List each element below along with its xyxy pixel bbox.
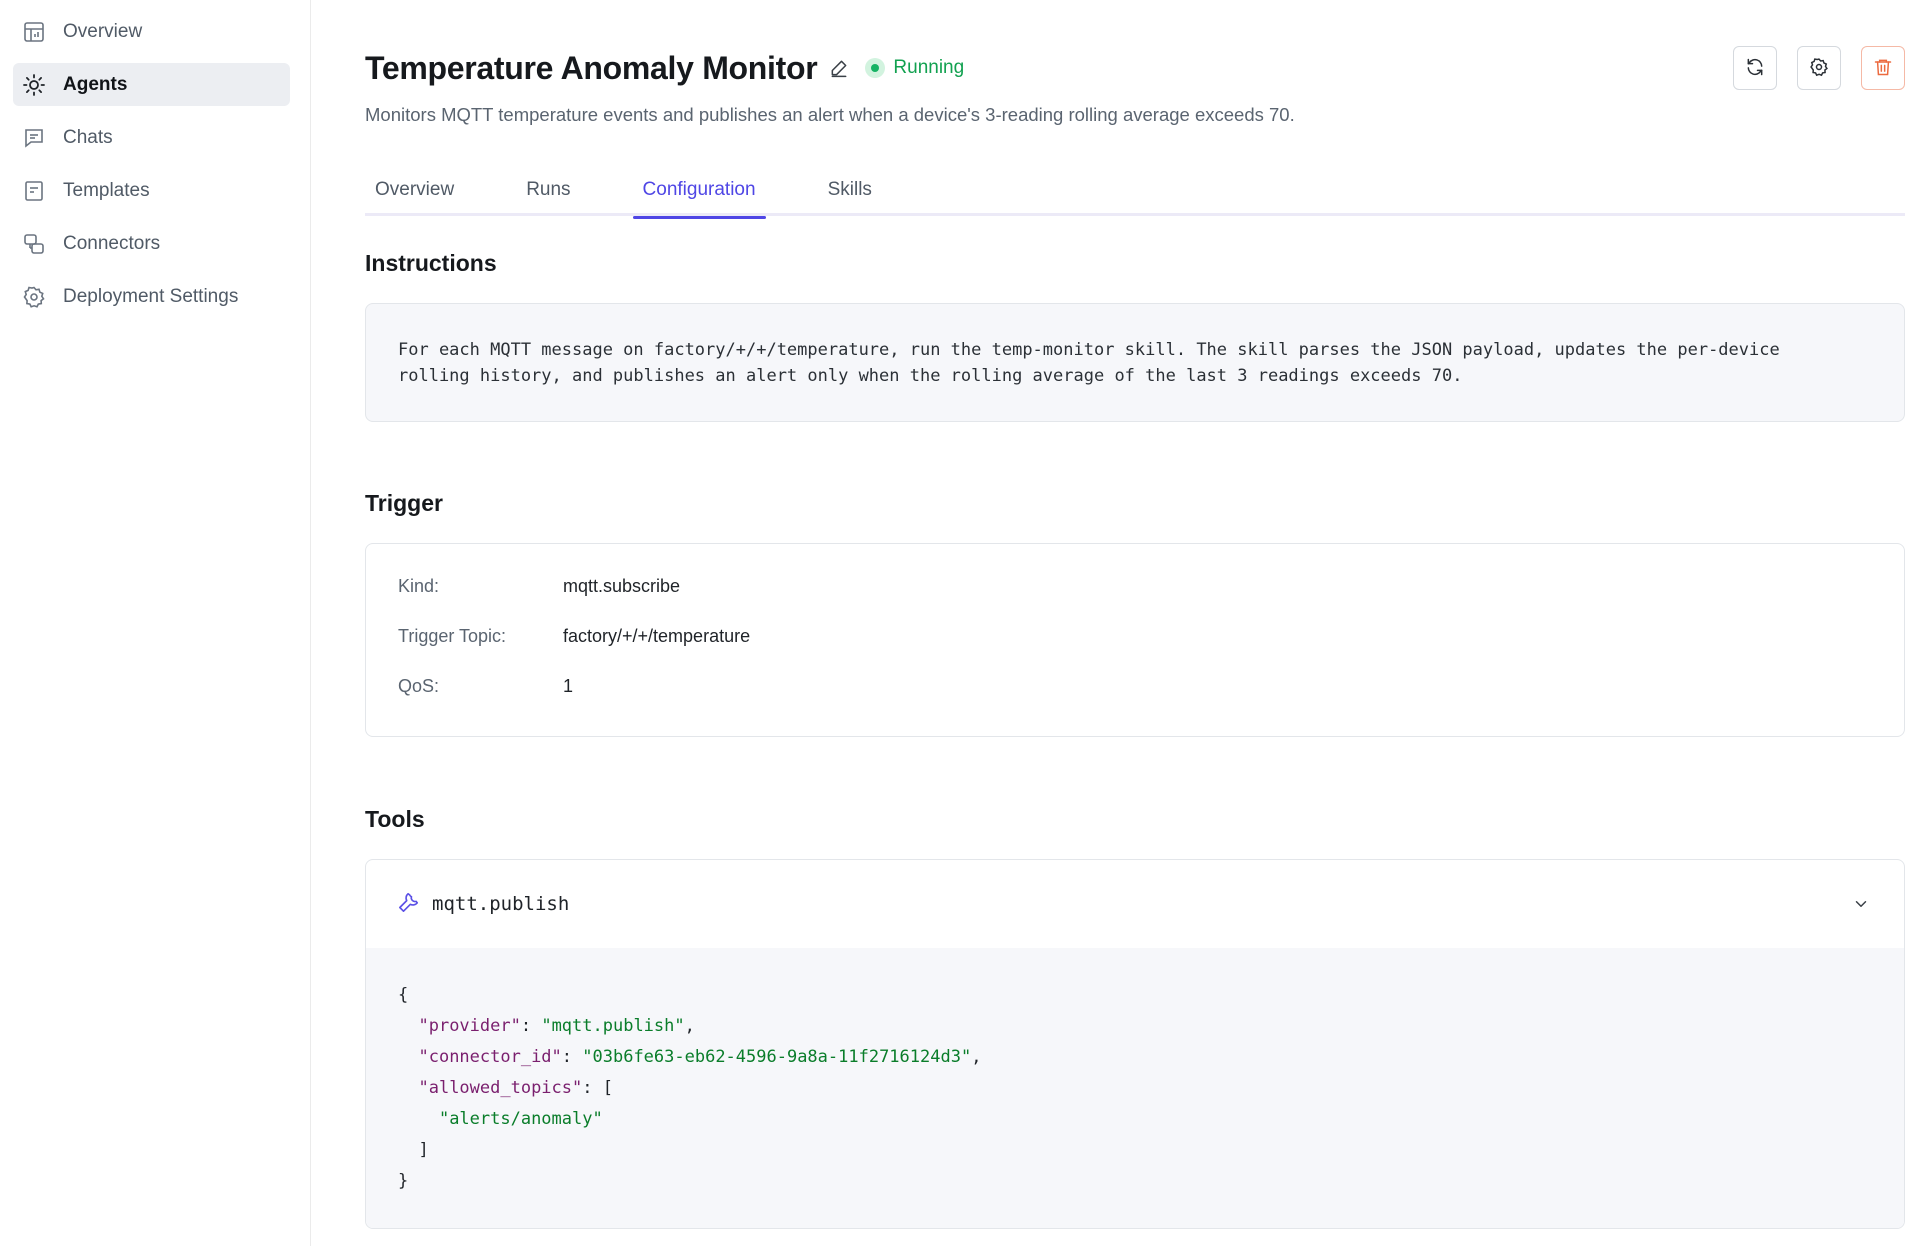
trigger-key: Kind: (398, 576, 440, 596)
status-badge (865, 57, 964, 79)
main-content (365, 0, 1905, 1246)
code-key: "connector_id" (418, 1047, 562, 1067)
code-value: "03b6fe63-eb62-4596-9a8a-11f2716124d3" (582, 1047, 972, 1067)
status-dot-icon (865, 58, 885, 78)
gear-icon (21, 284, 47, 310)
tab-configuration[interactable]: Configuration (633, 164, 766, 216)
trigger-row (398, 626, 1872, 676)
tab-bar (365, 164, 1905, 216)
sidebar-item-label: Agents (63, 73, 128, 95)
connector-icon (21, 231, 47, 257)
sidebar-item-deployment-settings[interactable] (13, 275, 290, 318)
instructions-line: For each MQTT message on factory/+/+/temperature, run the temp-monitor skill. The skill parses the JSON payload, updates the per-device (398, 340, 1780, 360)
sidebar-nav (13, 10, 290, 328)
trigger-row (398, 676, 1872, 726)
settings-button[interactable] (1797, 46, 1841, 90)
code-bracket: ] (418, 1140, 429, 1160)
trigger-heading: Trigger (365, 490, 443, 516)
sidebar-item-agents[interactable] (13, 63, 290, 106)
delete-button[interactable] (1861, 46, 1905, 90)
sidebar-item-chats[interactable] (13, 116, 290, 159)
title-row (365, 46, 964, 90)
chat-icon (21, 125, 47, 151)
tab-runs[interactable]: Runs (526, 179, 571, 200)
code-value: "mqtt.publish" (541, 1016, 685, 1036)
dashboard-icon (21, 19, 47, 45)
page-title: Temperature Anomaly Monitor (365, 49, 818, 86)
sidebar-item-label: Deployment Settings (63, 285, 239, 307)
trigger-row (398, 576, 1872, 626)
code-key: "provider" (418, 1016, 521, 1036)
instructions-heading: Instructions (365, 250, 497, 276)
agent-description: Monitors MQTT temperature events and publishes an alert when a device's 3-reading rolling average exceeds 70. (365, 104, 1295, 125)
chevron-down-icon[interactable] (1850, 893, 1872, 915)
trash-icon (1873, 57, 1893, 80)
trigger-value: mqtt.subscribe (563, 576, 681, 596)
trigger-card (365, 543, 1905, 737)
sidebar (0, 0, 311, 1246)
code-brace: { (398, 985, 409, 1005)
instructions-line: rolling history, and publishes an alert only when the rolling average of the last 3 readings exceeds 70. (398, 366, 1463, 386)
trigger-key: Trigger Topic: (398, 626, 507, 646)
tab-overview[interactable]: Overview (375, 179, 455, 200)
tool-config-code: { "provider": "mqtt.publish", "connector_id": "03b6fe63-eb62-4596-9a8a-11f2716124d3", "allowed_topics": [ "alerts/anomaly" ] } (366, 948, 1904, 1229)
trigger-value: factory/+/+/temperature (563, 626, 751, 646)
wrench-icon (398, 891, 420, 918)
tools-heading: Tools (365, 806, 425, 832)
sidebar-item-overview[interactable] (13, 10, 290, 53)
tab-skills[interactable]: Skills (827, 179, 872, 200)
sidebar-item-label: Chats (63, 126, 113, 148)
refresh-icon (1745, 57, 1765, 80)
tool-card (365, 859, 1905, 1229)
template-icon (21, 178, 47, 204)
sidebar-item-templates[interactable] (13, 169, 290, 212)
sidebar-item-label: Overview (63, 20, 143, 42)
sidebar-item-label: Connectors (63, 232, 161, 254)
tool-name: mqtt.publish (432, 893, 570, 915)
trigger-key: QoS: (398, 676, 440, 696)
edit-icon[interactable] (827, 56, 851, 80)
code-brace: } (398, 1171, 409, 1191)
sparkle-icon (21, 72, 47, 98)
settings-icon (1809, 57, 1829, 80)
code-value: "alerts/anomaly" (438, 1109, 603, 1129)
header-actions (1733, 46, 1905, 90)
sidebar-item-connectors[interactable] (13, 222, 290, 265)
refresh-button[interactable] (1733, 46, 1777, 90)
code-key: "allowed_topics" (418, 1078, 583, 1098)
instructions-card (365, 303, 1905, 422)
sidebar-item-label: Templates (63, 179, 150, 201)
tool-header[interactable] (366, 860, 1904, 948)
status-label: Running (893, 57, 965, 78)
trigger-value: 1 (563, 676, 574, 696)
